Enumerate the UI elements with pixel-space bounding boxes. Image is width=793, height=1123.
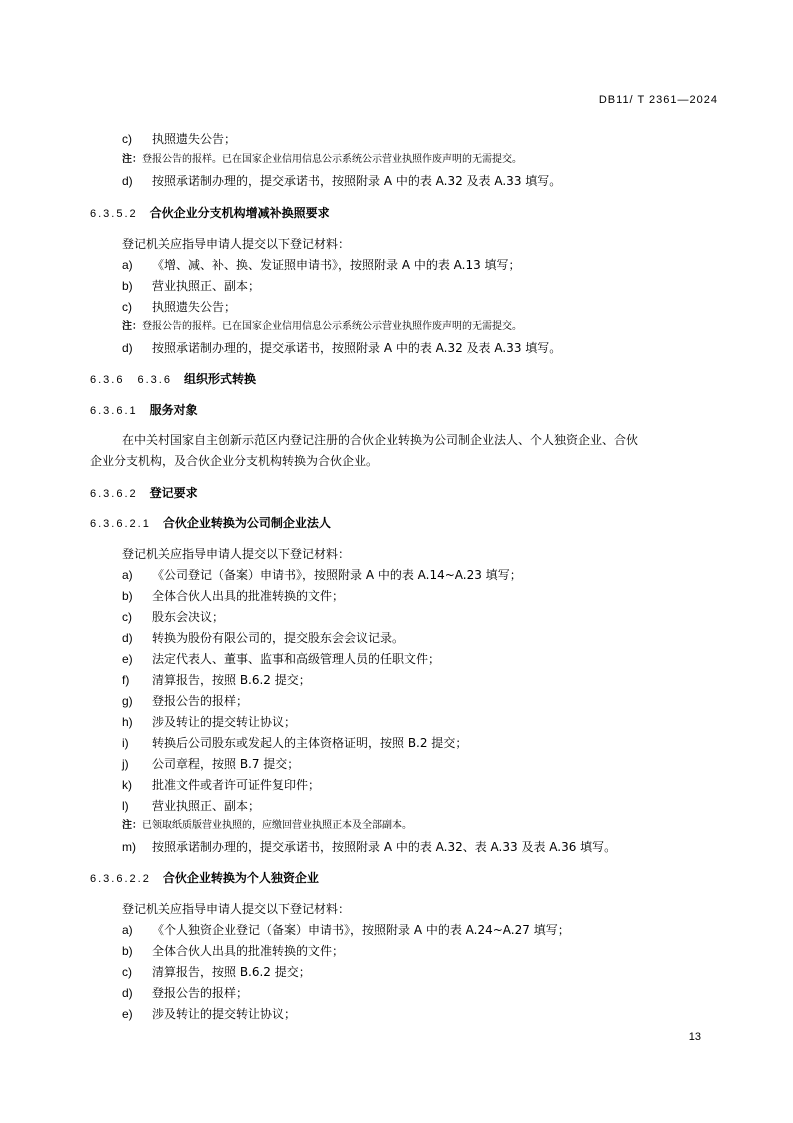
paragraph: 在中关村国家自主创新示范区内登记注册的合伙企业转换为公司制企业法人、个人独资企业、合伙 — [122, 433, 639, 447]
list-item-text: 清算报告，按照 B.6.2 提交； — [152, 965, 311, 979]
section-heading — [90, 515, 331, 532]
list-item-text: 涉及转让的提交转让协议； — [152, 715, 297, 729]
section-heading — [90, 402, 198, 419]
list-marker: g) — [122, 694, 133, 708]
list-item — [122, 1006, 296, 1022]
paragraph: 登记机关应指导申请人提交以下登记材料： — [122, 547, 351, 561]
list-item — [122, 567, 522, 583]
list-item-text: 转换后公司股东或发起人的主体资格证明，按照 B.2 提交； — [152, 736, 468, 750]
section-title: 合伙企业转换为公司制企业法人 — [162, 516, 331, 530]
list-item — [122, 693, 248, 709]
document-header: DB11/ T 2361—2024 — [598, 94, 718, 106]
list-item-text: 《公司登记（备案）申请书》，按照附录 A 中的表 A.14~A.23 填写； — [152, 568, 522, 582]
list-item — [122, 131, 236, 147]
list-item-text: 转换为股份有限公司的，提交股东会会议记录。 — [152, 631, 405, 645]
list-item — [122, 299, 236, 315]
note-label: 注： — [122, 321, 142, 332]
list-marker: m) — [122, 840, 136, 854]
list-item-text: 涉及转让的提交转让协议； — [152, 1007, 297, 1021]
list-item — [122, 257, 521, 273]
note-text: 登报公告的报样。已在国家企业信用信息公示系统公示营业执照作废声明的无需提交。 — [142, 154, 522, 165]
list-item — [122, 798, 260, 814]
list-marker: h) — [122, 715, 133, 729]
section-heading — [90, 205, 330, 222]
list-marker: e) — [122, 652, 133, 666]
section-number: 6.3.6 6.3.6 — [90, 374, 172, 386]
list-marker: i) — [122, 736, 129, 750]
list-item — [122, 340, 561, 356]
list-marker: j) — [122, 757, 129, 771]
list-item-text: 登报公告的报样； — [152, 694, 249, 708]
section-title: 组织形式转换 — [183, 372, 256, 386]
section-number: 6.3.6.2 — [90, 488, 138, 500]
list-marker: c) — [122, 610, 132, 624]
list-item-text: 执照遗失公告； — [152, 132, 237, 146]
page-number: 13 — [688, 1031, 701, 1043]
section-number: 6.3.5.2 — [90, 208, 138, 220]
section-number: 6.3.6.1 — [90, 405, 138, 417]
list-item — [122, 922, 570, 938]
list-item-text: 登报公告的报样； — [152, 986, 249, 1000]
note-label: 注： — [122, 820, 142, 831]
list-item-text: 按照承诺制办理的，提交承诺书，按照附录 A 中的表 A.32 及表 A.33 填写。 — [152, 174, 562, 188]
list-item — [122, 777, 320, 793]
list-marker: a) — [122, 568, 133, 582]
list-item — [122, 714, 296, 730]
paragraph: 登记机关应指导申请人提交以下登记材料： — [122, 237, 351, 251]
section-title: 服务对象 — [149, 403, 198, 417]
section-title: 合伙企业分支机构增减补换照要求 — [149, 206, 330, 220]
list-item-text: 股东会决议； — [152, 610, 225, 624]
list-marker: b) — [122, 279, 133, 293]
note-label: 注： — [122, 154, 142, 165]
list-item-text: 营业执照正、副本； — [152, 279, 261, 293]
list-item-text: 按照承诺制办理的，提交承诺书，按照附录 A 中的表 A.32 及表 A.33 填写。 — [152, 341, 562, 355]
paragraph-continuation: 企业分支机构，及合伙企业分支机构转换为合伙企业。 — [90, 454, 379, 468]
list-item — [122, 588, 344, 604]
note-text: 登报公告的报样。已在国家企业信用信息公示系统公示营业执照作废声明的无需提交。 — [142, 321, 522, 332]
list-item — [122, 651, 440, 667]
list-item — [122, 609, 224, 625]
section-title: 登记要求 — [149, 486, 198, 500]
list-marker: k) — [122, 778, 132, 792]
list-item — [122, 173, 561, 189]
section-heading — [90, 371, 256, 388]
section-heading — [90, 485, 198, 502]
note — [122, 153, 522, 167]
list-marker: d) — [122, 986, 133, 1000]
list-item — [122, 735, 467, 751]
list-marker: c) — [122, 965, 132, 979]
list-item — [122, 756, 299, 772]
list-item — [122, 672, 311, 688]
list-item-text: 《增、减、补、换、发证照申请书》，按照附录 A 中的表 A.13 填写； — [152, 258, 521, 272]
paragraph: 登记机关应指导申请人提交以下登记材料： — [122, 902, 351, 916]
list-marker: d) — [122, 631, 133, 645]
list-item-text: 执照遗失公告； — [152, 300, 237, 314]
note — [122, 819, 412, 833]
list-item — [122, 630, 404, 646]
list-marker: d) — [122, 341, 133, 355]
list-item-text: 营业执照正、副本； — [152, 799, 261, 813]
list-marker: a) — [122, 258, 133, 272]
list-item — [122, 964, 311, 980]
list-marker: d) — [122, 174, 133, 188]
section-number: 6.3.6.2.2 — [90, 873, 151, 885]
list-marker: f) — [122, 673, 130, 687]
list-marker: a) — [122, 923, 133, 937]
list-item-text: 全体合伙人出具的批准转换的文件； — [152, 944, 345, 958]
list-marker: b) — [122, 944, 133, 958]
list-item-text: 公司章程，按照 B.7 提交； — [152, 757, 300, 771]
list-item-text: 全体合伙人出具的批准转换的文件； — [152, 589, 345, 603]
list-marker: e) — [122, 1007, 133, 1021]
list-marker: c) — [122, 132, 132, 146]
list-item — [122, 278, 260, 294]
list-marker: c) — [122, 300, 132, 314]
list-item-text: 《个人独资企业登记（备案）申请书》，按照附录 A 中的表 A.24~A.27 填写； — [152, 923, 570, 937]
list-item — [122, 839, 616, 855]
list-item-text: 按照承诺制办理的，提交承诺书，按照附录 A 中的表 A.32、表 A.33 及表 A.36 填写。 — [152, 840, 617, 854]
list-item-text: 批准文件或者许可证件复印件； — [152, 778, 321, 792]
list-item-text: 法定代表人、董事、监事和高级管理人员的任职文件； — [152, 652, 441, 666]
list-item — [122, 943, 344, 959]
section-title: 合伙企业转换为个人独资企业 — [162, 871, 319, 885]
list-item — [122, 985, 248, 1001]
section-number: 6.3.6.2.1 — [90, 518, 151, 530]
list-marker: l) — [122, 799, 129, 813]
list-marker: b) — [122, 589, 133, 603]
section-heading — [90, 870, 319, 887]
note — [122, 320, 522, 334]
list-item-text: 清算报告，按照 B.6.2 提交； — [152, 673, 311, 687]
note-text: 已领取纸质版营业执照的，应缴回营业执照正本及全部副本。 — [142, 820, 412, 831]
